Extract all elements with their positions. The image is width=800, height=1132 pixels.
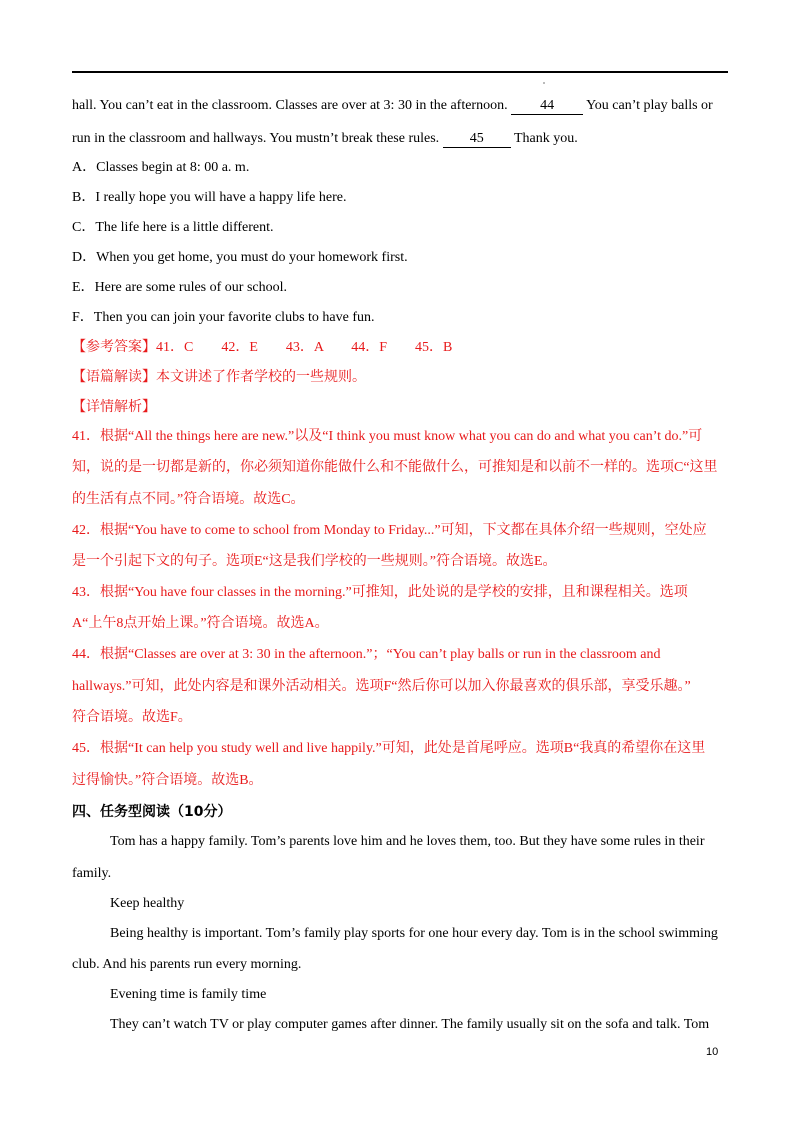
explanation-line: 41．根据“All the things here are new.”以及“I think you must know what you can do and what you can’t do.”可 — [72, 429, 703, 444]
blank-45: 45 — [443, 131, 511, 148]
option-text: I really hope you will have a happy life here. — [95, 190, 347, 205]
passage2-line: club. And his parents run every morning. — [72, 957, 302, 972]
option-letter: F． — [72, 310, 94, 325]
passage-line-2 — [72, 129, 732, 149]
passage2-line: They can’t watch TV or play computer games after dinner. The family usually sit on the sofa and talk. Tom — [110, 1017, 710, 1032]
option-c — [72, 218, 732, 238]
explanation-line: 45．根据“It can help you study well and live happily.”可知，此处是首尾呼应。选项B“我真的希望你在这里 — [72, 741, 706, 756]
passage2-line: family. — [72, 866, 112, 881]
passage-text: Thank you. — [513, 131, 578, 146]
explanation-line: 知，说的是一切都是新的，你必须知道你能做什么和不能做什么，可推知是和以前不一样的。选项C“这里 — [72, 460, 718, 475]
explanation-line: 42．根据“You have to come to school from Monday to Friday...”可知，下文都在具体介绍一些规则，空处应 — [72, 523, 707, 538]
option-e — [72, 278, 732, 298]
option-f — [72, 308, 732, 328]
explanation-line: hallways.”可知，此处内容是和课外活动相关。选项F“然后你可以加入你最喜欢的俱乐部，享受乐趣。” — [72, 679, 691, 694]
summary-line: 【语篇解读】本文讲述了作者学校的一些规则。 — [72, 370, 366, 385]
option-letter: E． — [72, 280, 95, 295]
explanation-line: 符合语境。故选F。 — [72, 710, 192, 725]
option-text: When you get home, you must do your homework first. — [96, 250, 408, 265]
option-text: Then you can join your favorite clubs to have fun. — [93, 310, 375, 325]
header-dot — [543, 82, 545, 84]
passage-text: run in the classroom and hallways. You mustn’t break these rules. — [72, 131, 440, 146]
explanation-line: 的生活有点不同。”符合语境。故选C。 — [72, 492, 305, 507]
header-rule — [72, 71, 728, 73]
option-a — [72, 158, 732, 178]
explanation-line: A“上午8点开始上课。”符合语境。故选A。 — [72, 616, 329, 631]
detail-title: 【详情解析】 — [72, 400, 156, 415]
passage-line-1 — [72, 96, 732, 116]
answer-line: 【参考答案】41．C 42．E 43．A 44．F 45．B — [72, 340, 453, 355]
option-d — [72, 248, 732, 268]
page-number: 10 — [706, 1046, 719, 1058]
section-heading: 四、任务型阅读（10分） — [72, 804, 232, 820]
option-text: The life here is a little different. — [95, 220, 274, 235]
passage2-line: Tom has a happy family. Tom’s parents love him and he loves them, too. But they have some rules in their — [110, 834, 705, 849]
option-letter: B． — [72, 190, 96, 205]
passage2-subheading: Evening time is family time — [110, 987, 267, 1002]
passage2-subheading: Keep healthy — [110, 896, 185, 911]
explanation-line: 过得愉快。”符合语境。故选B。 — [72, 773, 263, 788]
option-text: Here are some rules of our school. — [94, 280, 287, 295]
option-b — [72, 188, 732, 208]
passage-text: You can’t play balls or — [586, 98, 713, 113]
passage2-line: Being healthy is important. Tom’s family play sports for one hour every day. Tom is in the school swimming — [110, 926, 718, 941]
explanation-line: 是一个引起下文的句子。选项E“这是我们学校的一些规则。”符合语境。故选E。 — [72, 554, 557, 569]
explanation-line: 43．根据“You have four classes in the morning.”可推知，此处说的是学校的安排，且和课程相关。选项 — [72, 585, 688, 600]
option-text: Classes begin at 8: 00 a. m. — [96, 160, 250, 175]
explanation-line: 44．根据“Classes are over at 3: 30 in the afternoon.”；“You can’t play balls or run in the classroom and — [72, 647, 661, 662]
option-letter: A． — [72, 160, 97, 175]
blank-44: 44 — [511, 98, 583, 115]
option-letter: D． — [72, 250, 97, 265]
passage-text: hall. You can’t eat in the classroom. Classes are over at 3: 30 in the afternoon. — [72, 98, 508, 113]
option-letter: C． — [72, 220, 96, 235]
